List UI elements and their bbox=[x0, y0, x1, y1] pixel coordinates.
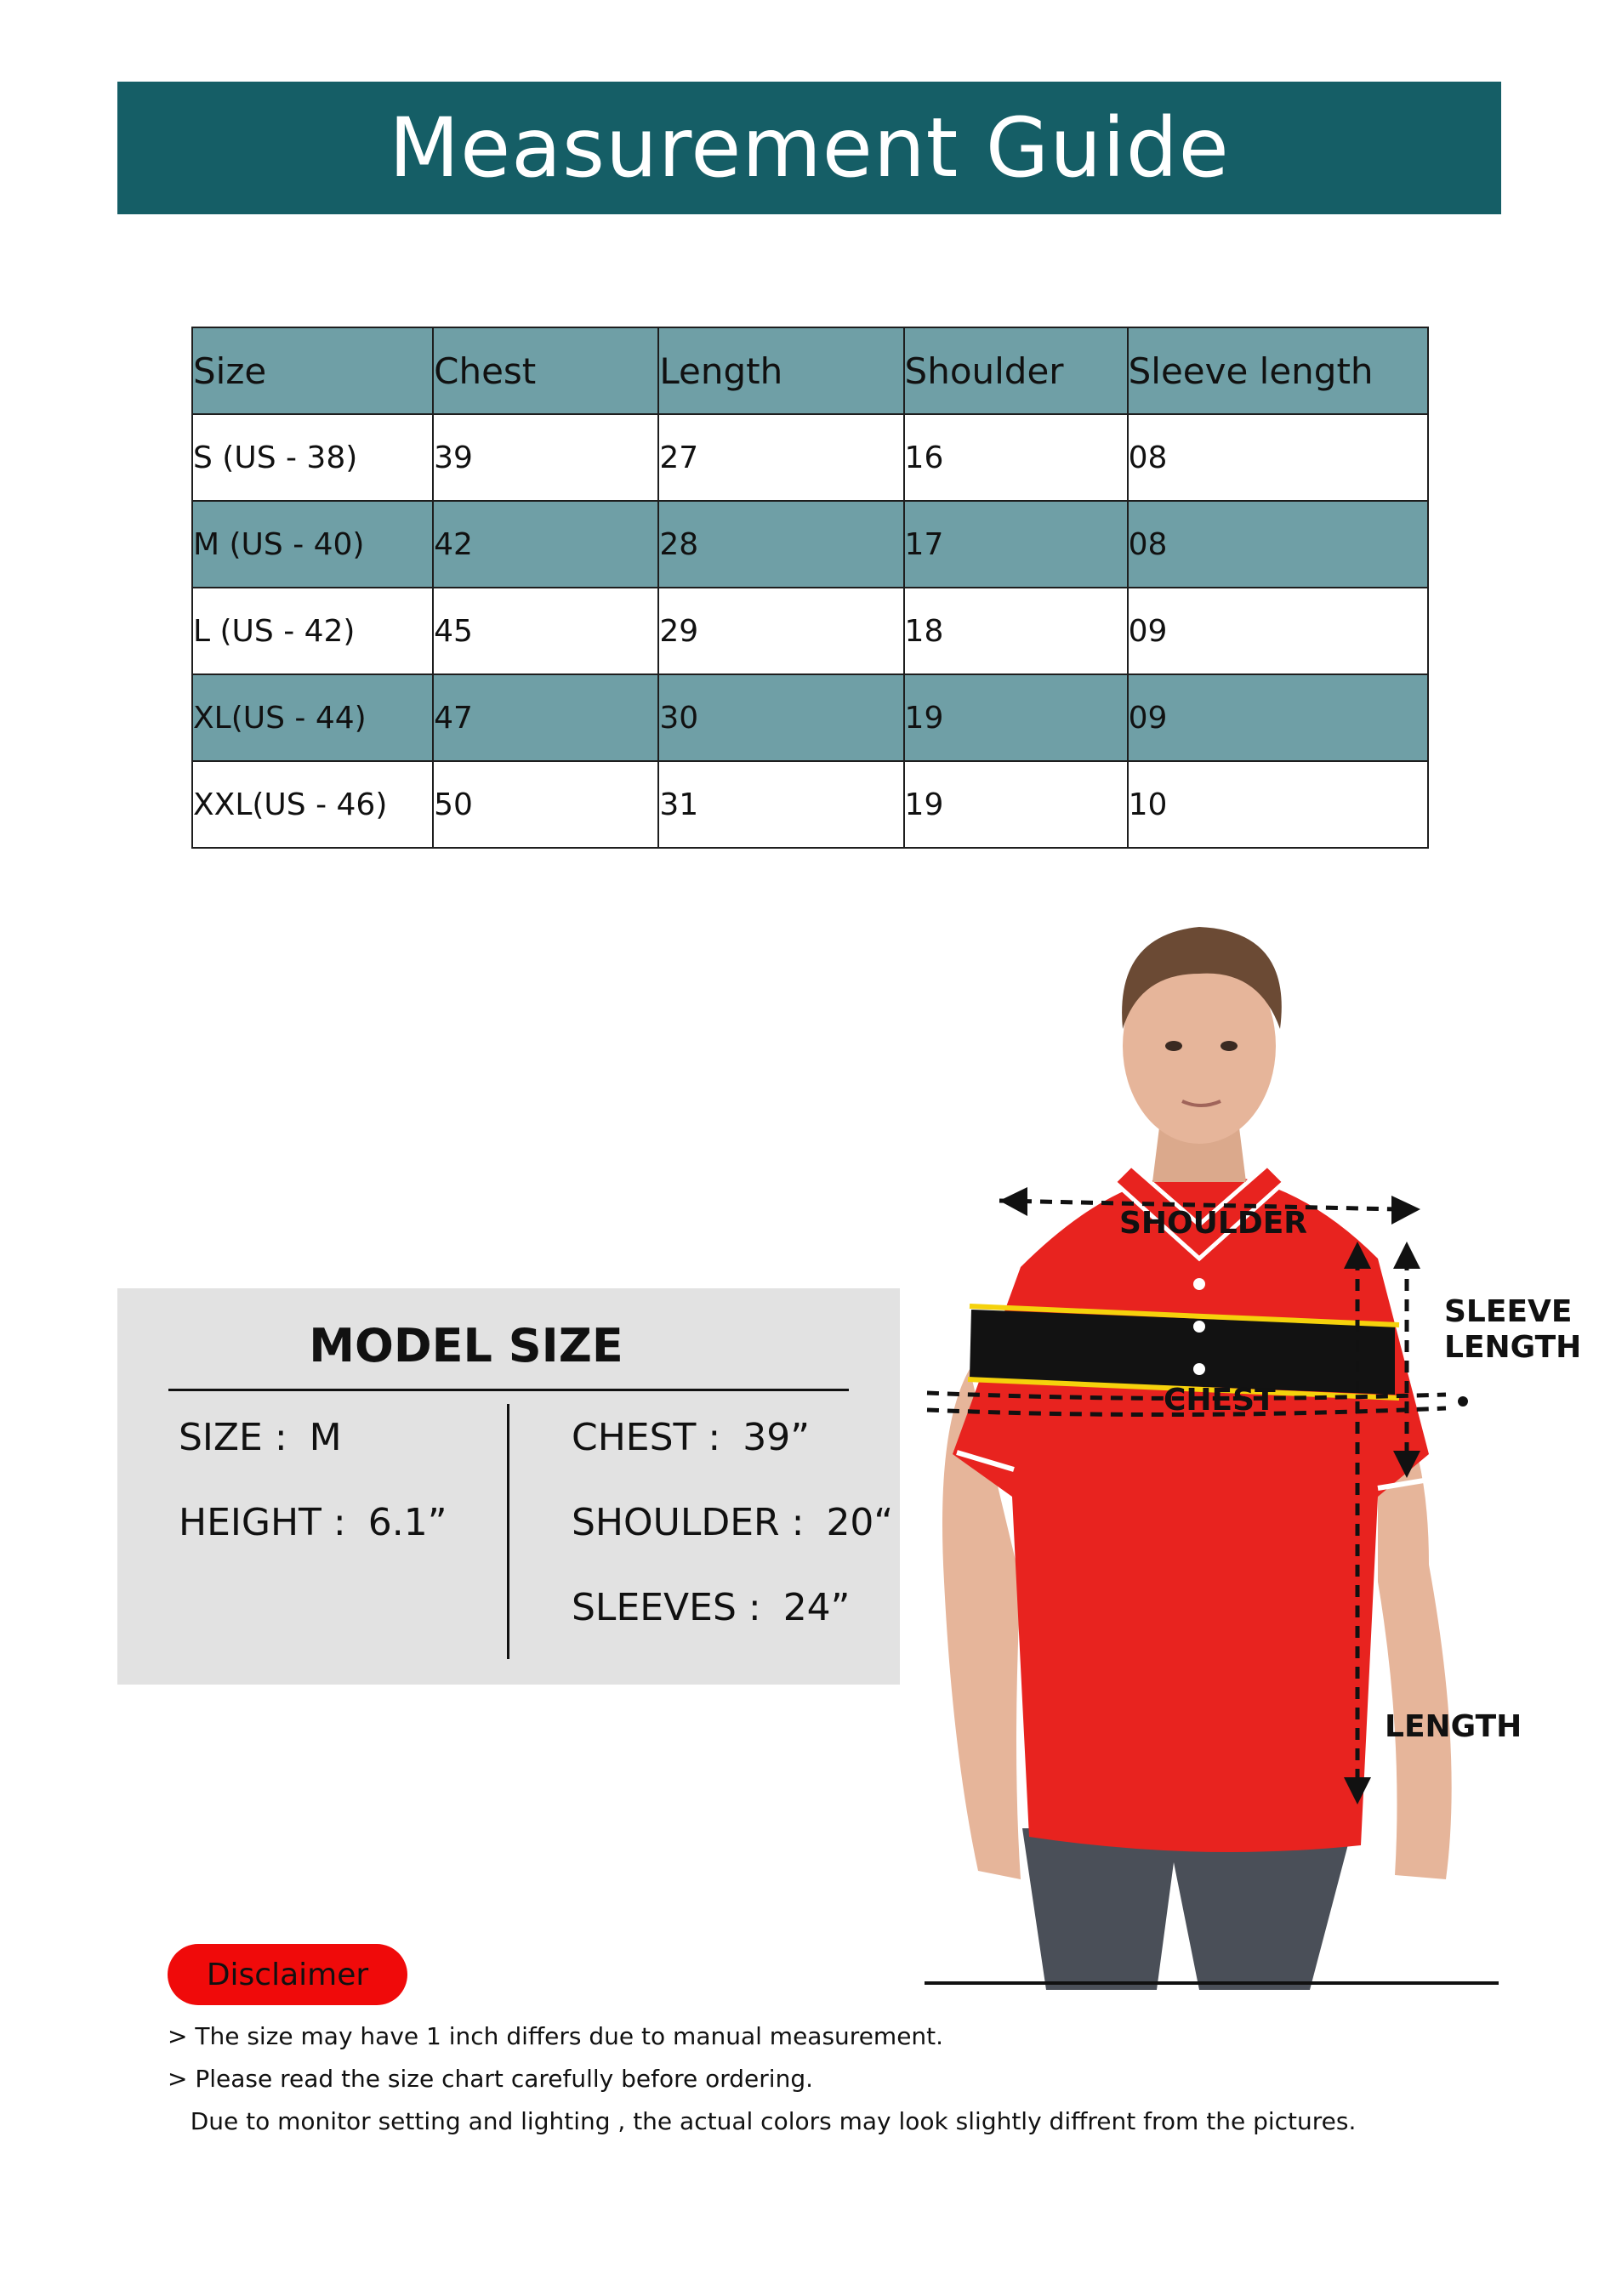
table-row bbox=[192, 674, 1428, 761]
cell-sleeve-length: 08 bbox=[1128, 501, 1428, 588]
cell-length: 30 bbox=[658, 674, 903, 761]
model-size-title: MODEL SIZE bbox=[309, 1319, 623, 1372]
sleeves-value: 24” bbox=[782, 1586, 851, 1629]
size-value: M bbox=[309, 1416, 342, 1459]
disclaimer-line: Due to monitor setting and lighting , the actual colors may look slightly diffrent from the pictures. bbox=[168, 2107, 1357, 2135]
cell-sleeve-length: 09 bbox=[1128, 674, 1428, 761]
height-label: HEIGHT : bbox=[179, 1501, 346, 1544]
cell-shoulder: 18 bbox=[904, 588, 1128, 674]
cell-length: 29 bbox=[658, 588, 903, 674]
sleeve-length-label-line1: SLEEVE bbox=[1444, 1294, 1573, 1329]
sleeves-label: SLEEVES : bbox=[572, 1586, 761, 1629]
table-header-row bbox=[192, 327, 1428, 414]
model-size-panel bbox=[117, 1288, 900, 1685]
cell-size: S (US - 38) bbox=[192, 414, 433, 501]
model-photo bbox=[919, 901, 1531, 1990]
cell-size: XXL(US - 46) bbox=[192, 761, 433, 848]
size-label: SIZE : bbox=[179, 1416, 287, 1459]
chest-label: CHEST : bbox=[572, 1416, 721, 1459]
disclaimer-badge: Disclaimer bbox=[168, 1944, 407, 2005]
cell-shoulder: 16 bbox=[904, 414, 1128, 501]
chest-label: CHEST bbox=[1164, 1383, 1276, 1418]
cell-size: M (US - 40) bbox=[192, 501, 433, 588]
chest-value: 39” bbox=[743, 1416, 811, 1459]
table-row bbox=[192, 414, 1428, 501]
model-shoulder-item bbox=[572, 1501, 893, 1544]
model-chest-item bbox=[572, 1416, 810, 1459]
cell-length: 27 bbox=[658, 414, 903, 501]
model-size-item bbox=[179, 1416, 342, 1459]
ground-line bbox=[925, 1981, 1499, 1985]
cell-length: 28 bbox=[658, 501, 903, 588]
shoulder-value: 20“ bbox=[826, 1501, 894, 1544]
size-chart-table bbox=[191, 327, 1429, 849]
cell-shoulder: 19 bbox=[904, 761, 1128, 848]
table-row bbox=[192, 588, 1428, 674]
model-sleeves-item bbox=[572, 1586, 850, 1629]
sleeve-length-label-line2: LENGTH bbox=[1444, 1330, 1582, 1365]
shoulder-label: SHOULDER bbox=[1119, 1206, 1308, 1241]
cell-sleeve-length: 10 bbox=[1128, 761, 1428, 848]
height-value: 6.1” bbox=[367, 1501, 447, 1544]
header-chest: Chest bbox=[433, 327, 658, 414]
cell-chest: 50 bbox=[433, 761, 658, 848]
header-shoulder: Shoulder bbox=[904, 327, 1128, 414]
model-height-item bbox=[179, 1501, 447, 1544]
cell-sleeve-length: 09 bbox=[1128, 588, 1428, 674]
disclaimer-line: > Please read the size chart carefully before ordering. bbox=[168, 2065, 813, 2093]
table-row bbox=[192, 761, 1428, 848]
cell-size: L (US - 42) bbox=[192, 588, 433, 674]
cell-shoulder: 17 bbox=[904, 501, 1128, 588]
cell-chest: 39 bbox=[433, 414, 658, 501]
table-row bbox=[192, 501, 1428, 588]
cell-length: 31 bbox=[658, 761, 903, 848]
header-size: Size bbox=[192, 327, 433, 414]
cell-shoulder: 19 bbox=[904, 674, 1128, 761]
cell-sleeve-length: 08 bbox=[1128, 414, 1428, 501]
page-title: Measurement Guide bbox=[389, 100, 1230, 196]
shoulder-label: SHOULDER : bbox=[572, 1501, 805, 1544]
cell-chest: 47 bbox=[433, 674, 658, 761]
disclaimer-line: > The size may have 1 inch differs due to manual measurement. bbox=[168, 2022, 944, 2050]
header-length: Length bbox=[658, 327, 903, 414]
cell-size: XL(US - 44) bbox=[192, 674, 433, 761]
cell-chest: 42 bbox=[433, 501, 658, 588]
model-size-divider bbox=[168, 1389, 849, 1391]
title-banner bbox=[117, 82, 1501, 214]
model-size-column-divider bbox=[507, 1404, 509, 1659]
length-label: LENGTH bbox=[1385, 1709, 1522, 1744]
header-sleeve-length: Sleeve length bbox=[1128, 327, 1428, 414]
cell-chest: 45 bbox=[433, 588, 658, 674]
